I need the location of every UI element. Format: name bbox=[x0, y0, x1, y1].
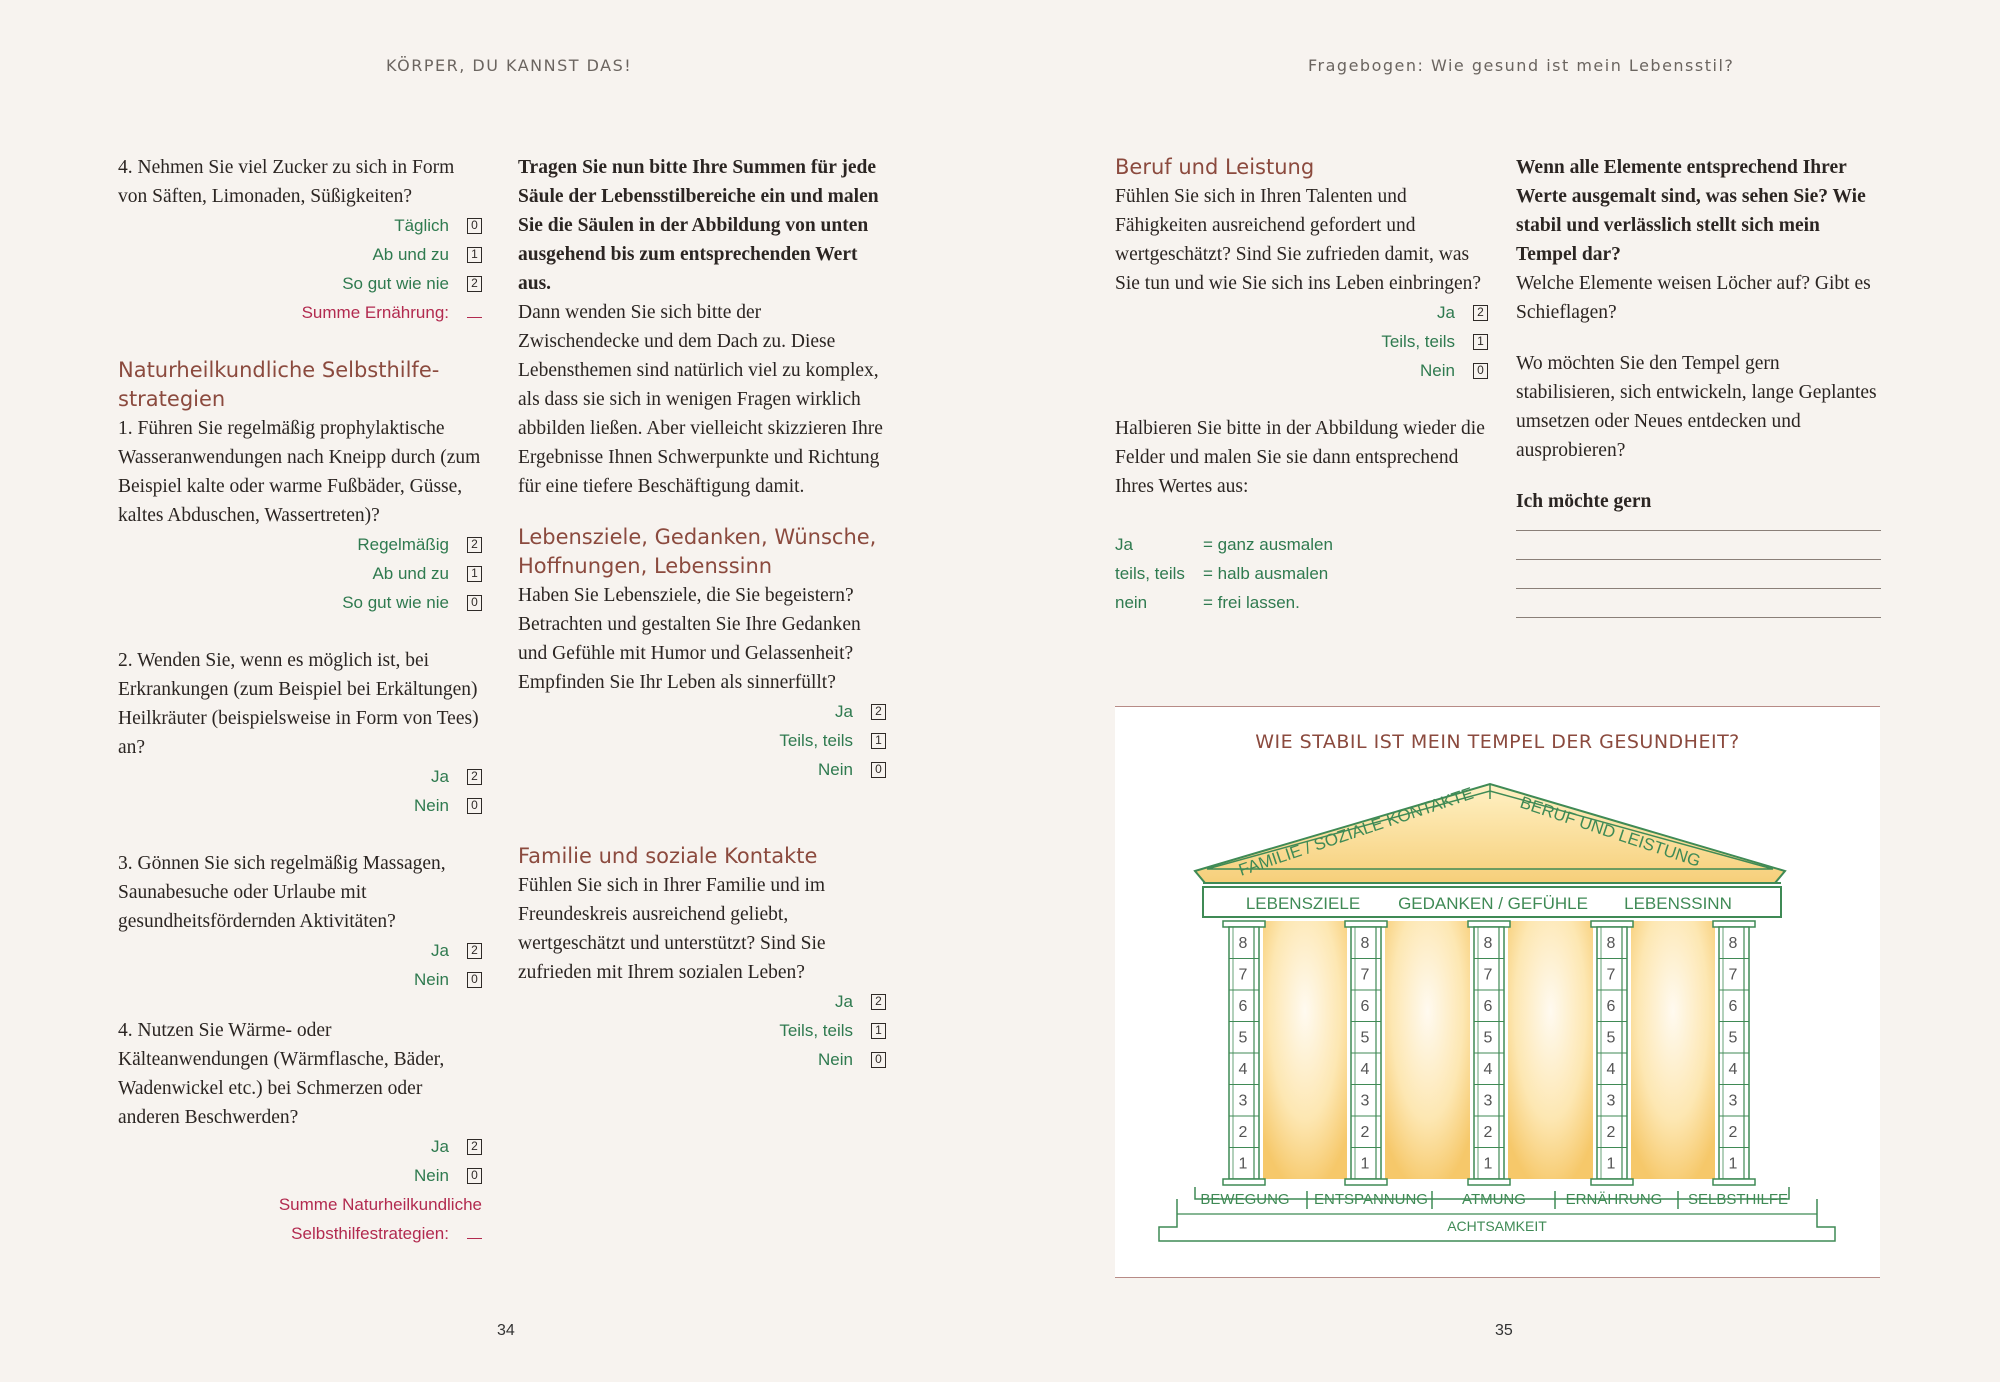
score-box[interactable]: 1 bbox=[467, 566, 482, 582]
question-loecher: Welche Elemente weisen Löcher auf? Gibt es Schieflagen? bbox=[1516, 273, 1871, 323]
score-box[interactable]: 0 bbox=[467, 595, 482, 611]
answer-option[interactable] bbox=[1115, 356, 1488, 385]
answer-option[interactable] bbox=[518, 1016, 886, 1045]
summe-naturheil-label-2: Selbsthilfestrategien: bbox=[291, 1224, 449, 1243]
scale-number: 4 bbox=[1360, 1061, 1370, 1078]
beam-label: LEBENSZIELE bbox=[1245, 894, 1361, 913]
heading-familie: Familie und soziale Kontakte bbox=[518, 844, 818, 868]
score-box[interactable]: 2 bbox=[467, 1139, 482, 1155]
scale-number: 6 bbox=[1606, 998, 1616, 1015]
scale-number: 1 bbox=[1606, 1155, 1616, 1173]
answer-option[interactable] bbox=[1115, 298, 1488, 327]
scale-number: 7 bbox=[1360, 966, 1370, 984]
answer-option[interactable] bbox=[518, 755, 886, 784]
answer-option[interactable] bbox=[1115, 327, 1488, 356]
answer-option[interactable] bbox=[118, 936, 482, 965]
roof-label-left: FAMILIE / SOZIALE KONTAKTE bbox=[1236, 783, 1476, 880]
answers-q3 bbox=[118, 936, 482, 994]
score-box[interactable]: 2 bbox=[467, 943, 482, 959]
scale-number: 3 bbox=[1483, 1092, 1493, 1110]
pillar-gap bbox=[1385, 921, 1470, 1179]
answer-label: Nein bbox=[414, 970, 449, 989]
scale-number: 1 bbox=[1360, 1155, 1370, 1173]
pillar-atmung bbox=[1468, 921, 1510, 1185]
pillar-label: ERNÄHRUNG bbox=[1565, 1191, 1663, 1208]
pillar-entspannung bbox=[1345, 921, 1387, 1185]
summe-ernaehrung-label: Summe Ernährung: bbox=[301, 303, 449, 322]
scale-number: 1 bbox=[1238, 1155, 1248, 1173]
answer-label: Nein bbox=[414, 796, 449, 815]
answer-option[interactable] bbox=[518, 987, 886, 1016]
running-head-left: KÖRPER, DU KANNST DAS! bbox=[386, 56, 633, 75]
legend-value: = halb ausmalen bbox=[1203, 564, 1329, 583]
halbieren-text: Halbieren Sie bitte in der Abbildung wieder die Felder und malen Sie sie dann entsprechend Ihres Wertes aus: bbox=[1115, 418, 1485, 497]
scale-number: 7 bbox=[1238, 966, 1248, 984]
legend-row bbox=[1115, 530, 1488, 559]
legend-key: nein bbox=[1115, 593, 1148, 612]
legend-value: = frei lassen. bbox=[1203, 593, 1300, 612]
scale-number: 1 bbox=[1483, 1155, 1493, 1173]
score-box[interactable]: 0 bbox=[467, 972, 482, 988]
scale-number: 5 bbox=[1606, 1029, 1616, 1047]
question-familie: Fühlen Sie sich in Ihrer Familie und im Freundeskreis ausreichend geliebt, wertgeschätzt und unterstützt? Sind Sie zufrieden mit Ihrem sozialen Leben? bbox=[518, 875, 826, 983]
scale-number: 3 bbox=[1360, 1092, 1370, 1110]
heading-beruf: Beruf und Leistung bbox=[1115, 155, 1315, 179]
heading-naturheil: Naturheilkundliche Selbsthilfe-strategien bbox=[118, 358, 440, 411]
answer-option[interactable] bbox=[118, 791, 482, 820]
answers-zucker bbox=[118, 211, 482, 298]
scale-number: 7 bbox=[1606, 966, 1616, 984]
score-box[interactable]: 1 bbox=[1473, 334, 1488, 350]
scale-number: 2 bbox=[1483, 1124, 1493, 1141]
write-line[interactable] bbox=[1516, 560, 1881, 589]
answers-q1 bbox=[118, 530, 482, 617]
answer-label: Ja bbox=[431, 941, 449, 960]
answer-option[interactable] bbox=[118, 559, 482, 588]
question-stabilisieren: Wo möchten Sie den Tempel gern stabilisieren, sich entwickeln, lange Geplantes umsetzen oder Neues entdecken und ausprobieren? bbox=[1516, 353, 1877, 461]
answer-label: Ab und zu bbox=[372, 245, 449, 264]
beam-label: LEBENSSINN bbox=[1624, 894, 1732, 913]
answer-label: Ja bbox=[431, 767, 449, 786]
pillar-ernährung bbox=[1591, 921, 1633, 1185]
temple-diagram bbox=[1115, 706, 1880, 1278]
score-box[interactable]: 2 bbox=[871, 704, 886, 720]
page-number-right: 35 bbox=[1495, 1322, 1513, 1339]
answer-option[interactable] bbox=[118, 1161, 482, 1190]
score-box[interactable]: 1 bbox=[871, 733, 886, 749]
pillar-gap bbox=[1508, 921, 1593, 1179]
pillar-bewegung bbox=[1223, 921, 1265, 1185]
score-box[interactable]: 0 bbox=[467, 798, 482, 814]
page-number-left: 34 bbox=[497, 1322, 515, 1339]
answer-label: Nein bbox=[818, 1050, 853, 1069]
scale-number: 6 bbox=[1728, 998, 1738, 1015]
scale-number: 2 bbox=[1606, 1124, 1616, 1141]
scale-number: 3 bbox=[1728, 1092, 1738, 1110]
pillar-gap bbox=[1631, 921, 1715, 1179]
scale-number: 5 bbox=[1483, 1029, 1493, 1047]
score-box[interactable]: 1 bbox=[467, 247, 482, 263]
temple-svg bbox=[1115, 707, 1880, 1279]
question-beruf: Fühlen Sie sich in Ihren Talenten und Fähigkeiten ausreichend gefordert und wertgeschätzt? Sind Sie zufrieden damit, was Sie tun und wie Sie sich ins Leben einbringen? bbox=[1115, 186, 1482, 294]
scale-number: 5 bbox=[1360, 1029, 1370, 1047]
score-box[interactable]: 0 bbox=[467, 218, 482, 234]
score-box[interactable]: 0 bbox=[1473, 363, 1488, 379]
right-col-2 bbox=[1516, 153, 1881, 618]
sum-blank[interactable] bbox=[467, 308, 482, 318]
answer-option[interactable] bbox=[518, 697, 886, 726]
scale-number: 8 bbox=[1483, 935, 1493, 952]
question-3: 3. Gönnen Sie sich regelmäßig Massagen, Saunabesuche oder Urlaube mit gesundheitsfördernden Aktivitäten? bbox=[118, 853, 446, 932]
scale-number: 8 bbox=[1606, 935, 1616, 952]
summe-naturheil-line1 bbox=[118, 1190, 482, 1219]
summe-naturheil-label-1: Summe Naturheilkundliche bbox=[278, 1195, 482, 1214]
answers-q2 bbox=[118, 762, 482, 820]
scale-number: 4 bbox=[1728, 1061, 1738, 1078]
answer-label: Täglich bbox=[394, 216, 449, 235]
score-box[interactable]: 0 bbox=[871, 1052, 886, 1068]
answer-label: Ja bbox=[1437, 303, 1455, 322]
legend-row bbox=[1115, 559, 1488, 588]
score-box[interactable]: 2 bbox=[1473, 305, 1488, 321]
summe-naturheil-line2 bbox=[118, 1219, 482, 1248]
scale-number: 2 bbox=[1728, 1124, 1738, 1141]
answer-label: Ab und zu bbox=[372, 564, 449, 583]
left-col-1 bbox=[118, 153, 482, 1248]
scale-number: 8 bbox=[1238, 935, 1248, 952]
scale-number: 2 bbox=[1360, 1124, 1370, 1141]
answer-label: Nein bbox=[414, 1166, 449, 1185]
diagram-title: WIE STABIL IST MEIN TEMPEL DER GESUNDHEIT? bbox=[1255, 731, 1740, 753]
sum-blank[interactable] bbox=[467, 1229, 482, 1239]
answer-option[interactable] bbox=[118, 530, 482, 559]
answer-option[interactable] bbox=[118, 1132, 482, 1161]
legend-key: teils, teils bbox=[1115, 564, 1185, 583]
question-zucker: 4. Nehmen Sie viel Zucker zu sich in Form von Säften, Limonaden, Süßigkeiten? bbox=[118, 157, 455, 207]
intro-bold: Tragen Sie nun bitte Ihre Summen für jede Säule der Lebensstilbereiche ein und malen Sie die Säulen in der Abbildung von unten ausgehend bis zum entsprechenden Wert aus. bbox=[518, 157, 879, 294]
answer-label: Nein bbox=[1420, 361, 1455, 380]
scale-number: 6 bbox=[1238, 998, 1248, 1015]
left-col-2 bbox=[518, 153, 886, 1074]
legend-key: Ja bbox=[1115, 535, 1133, 554]
answer-label: Ja bbox=[431, 1137, 449, 1156]
base-label: ACHTSAMKEIT bbox=[1447, 1218, 1547, 1234]
answers-lebensziele bbox=[518, 697, 886, 784]
scale-number: 5 bbox=[1238, 1029, 1248, 1047]
score-box[interactable]: 1 bbox=[871, 1023, 886, 1039]
answer-option[interactable] bbox=[118, 269, 482, 298]
write-line[interactable] bbox=[1516, 531, 1881, 560]
score-box[interactable]: 2 bbox=[467, 537, 482, 553]
scale-number: 3 bbox=[1238, 1092, 1248, 1110]
answer-label: So gut wie nie bbox=[342, 593, 449, 612]
answer-label: Ja bbox=[835, 992, 853, 1011]
answer-option[interactable] bbox=[118, 211, 482, 240]
answer-option[interactable] bbox=[518, 726, 886, 755]
pillar-label: ATMUNG bbox=[1462, 1191, 1526, 1208]
answer-label: Teils, teils bbox=[1381, 332, 1455, 351]
scale-number: 6 bbox=[1360, 998, 1370, 1015]
roof-label-right: BERUF UND LEISTUNG bbox=[1517, 792, 1703, 871]
scale-number: 8 bbox=[1728, 935, 1738, 952]
scale-number: 4 bbox=[1606, 1061, 1616, 1078]
answer-label: Ja bbox=[835, 702, 853, 721]
question-2: 2. Wenden Sie, wenn es möglich ist, bei Erkrankungen (zum Beispiel bei Erkältungen) Heilkräuter (beispielsweise in Form von Tees) an? bbox=[118, 650, 479, 758]
intro-bold-right: Wenn alle Elemente entsprechend Ihrer Werte ausgemalt sind, was sehen Sie? Wie stabil und verlässlich stellt sich mein Tempel dar? bbox=[1516, 157, 1866, 265]
pillar-selbsthilfe bbox=[1713, 921, 1755, 1185]
scale-number: 3 bbox=[1606, 1092, 1616, 1110]
answer-label: Regelmäßig bbox=[357, 535, 449, 554]
answer-option[interactable] bbox=[118, 240, 482, 269]
right-col-1 bbox=[1115, 153, 1488, 617]
score-box[interactable]: 2 bbox=[467, 276, 482, 292]
answer-label: Teils, teils bbox=[779, 1021, 853, 1040]
scale-number: 4 bbox=[1238, 1061, 1248, 1078]
pillar-label: ENTSPANNUNG bbox=[1314, 1191, 1428, 1208]
question-4: 4. Nutzen Sie Wärme- oder Kälteanwendungen (Wärmflasche, Bäder, Wadenwickel etc.) bei Schmerzen oder anderen Beschwerden? bbox=[118, 1020, 445, 1128]
scale-number: 2 bbox=[1238, 1124, 1248, 1141]
beam-label: GEDANKEN / GEFÜHLE bbox=[1398, 894, 1588, 913]
legend-value: = ganz ausmalen bbox=[1203, 535, 1333, 554]
running-head-right: Fragebogen: Wie gesund ist mein Lebensstil? bbox=[1308, 56, 1735, 75]
answer-label: Nein bbox=[818, 760, 853, 779]
summe-ernaehrung bbox=[118, 298, 482, 327]
answers-beruf bbox=[1115, 298, 1488, 385]
answer-option[interactable] bbox=[118, 588, 482, 617]
write-line[interactable] bbox=[1516, 589, 1881, 618]
answers-familie bbox=[518, 987, 886, 1074]
question-1: 1. Führen Sie regelmäßig prophylaktische Wasseranwendungen nach Kneipp durch (zum Beispiel kalte oder warme Fußbäder, Güsse, kaltes Abduschen, Wassertreten)? bbox=[118, 418, 481, 526]
score-box[interactable]: 2 bbox=[871, 994, 886, 1010]
score-box[interactable]: 2 bbox=[467, 769, 482, 785]
scale-number: 7 bbox=[1483, 966, 1493, 984]
question-lebensziele: Haben Sie Lebensziele, die Sie begeistern? Betrachten und gestalten Sie Ihre Gedanken und Gefühle mit Humor und Gelassenheit? Empfinden Sie Ihr Leben als sinnerfüllt? bbox=[518, 585, 861, 693]
answer-option[interactable] bbox=[118, 762, 482, 791]
score-box[interactable]: 0 bbox=[871, 762, 886, 778]
scale-number: 1 bbox=[1728, 1155, 1738, 1173]
intro-text: Dann wenden Sie sich bitte der Zwischendecke und dem Dach zu. Diese Lebensthemen sind natürlich viel zu komplex, als dass sie sich in wenigen Fragen wirklich abbilden ließen. Aber vielleicht skizzieren Ihre Ergebnisse Ihnen Schwerpunkte und Richtung für eine tiefere Beschäftigung damit. bbox=[518, 302, 883, 497]
scale-number: 7 bbox=[1728, 966, 1738, 984]
pillar-gap bbox=[1263, 921, 1347, 1179]
answer-label: Teils, teils bbox=[779, 731, 853, 750]
heading-lebensziele: Lebensziele, Gedanken, Wünsche, Hoffnungen, Lebenssinn bbox=[518, 525, 877, 578]
scale-number: 5 bbox=[1728, 1029, 1738, 1047]
answers-q4 bbox=[118, 1132, 482, 1190]
scale-number: 4 bbox=[1483, 1061, 1493, 1078]
score-box[interactable]: 0 bbox=[467, 1168, 482, 1184]
legend-row bbox=[1115, 588, 1488, 617]
legend bbox=[1115, 530, 1488, 617]
answer-label: So gut wie nie bbox=[342, 274, 449, 293]
ich-moechte-label: Ich möchte gern bbox=[1516, 491, 1652, 512]
pillar-label: SELBSTHILFE bbox=[1687, 1191, 1789, 1208]
scale-number: 8 bbox=[1360, 935, 1370, 952]
scale-number: 6 bbox=[1483, 998, 1493, 1015]
answer-option[interactable] bbox=[518, 1045, 886, 1074]
answer-option[interactable] bbox=[118, 965, 482, 994]
pillar-label: BEWEGUNG bbox=[1200, 1191, 1290, 1208]
